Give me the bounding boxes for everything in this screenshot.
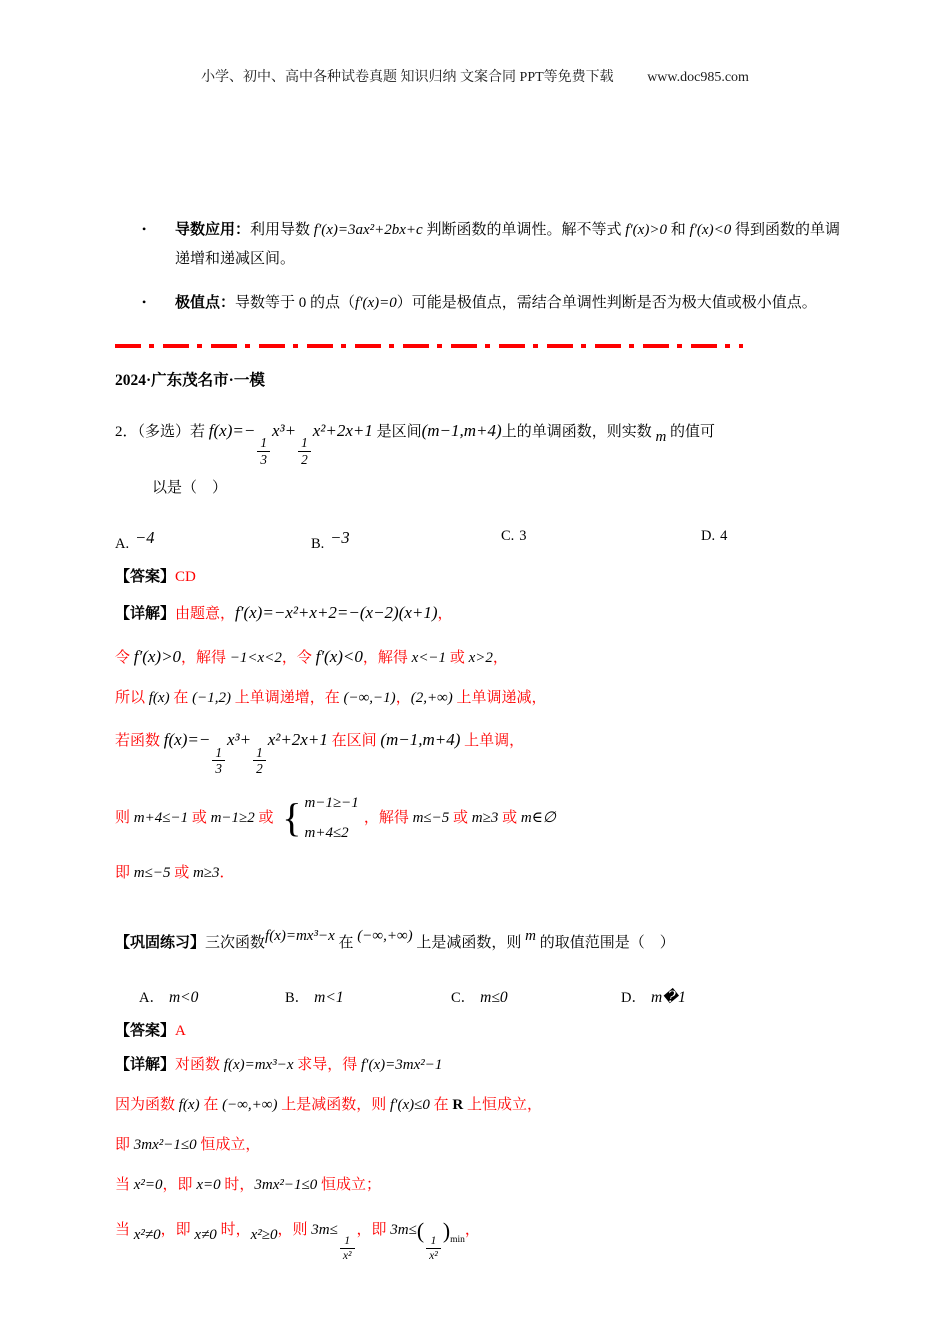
practice-stem (115, 921, 847, 958)
formula-part: f(x)=− (163, 730, 211, 750)
solution-text: 或 (449, 809, 472, 826)
note-extreme-points (115, 289, 847, 318)
math-expression: 3mx²−1≤0 (133, 1136, 197, 1153)
answer-value: CD (175, 568, 196, 585)
answer-label: 【答案】 (115, 568, 176, 585)
solution-text: 在 (199, 1096, 223, 1113)
variable-m: m (655, 428, 667, 445)
formula-part: x²+2x+1 (312, 420, 373, 440)
option-b-value: m<1 (314, 988, 344, 1006)
math-expression: f′(x)=3mx²−1 (361, 1056, 443, 1073)
solution-text: ，令 (281, 649, 316, 666)
practice-options (115, 986, 847, 1007)
fraction-numerator: 1 (430, 1234, 437, 1248)
formula-part: x³+ (226, 730, 252, 750)
option-a-label: A. (115, 535, 130, 552)
solution-line (115, 790, 847, 847)
math-expression: f′(x)≤0 (390, 1096, 430, 1113)
math-expression: m≤−5 (412, 809, 450, 826)
stem-segment: 上是减函数，则 (412, 934, 526, 951)
bullet-icon: • (142, 295, 147, 309)
option-d-value: 4 (720, 527, 728, 544)
math-expression: (2,+∞) (410, 690, 453, 707)
fraction-denominator: x² (340, 1248, 355, 1262)
left-paren: ( (416, 1218, 425, 1243)
fraction-denominator: 3 (212, 760, 225, 776)
solution-text: 上恒成立， (463, 1096, 542, 1113)
system-row: m+4≤2 (304, 824, 349, 841)
interval-expression: (−∞,+∞) (357, 927, 413, 944)
fraction (426, 1234, 441, 1262)
stem-segment: 在 (334, 934, 358, 951)
solution-text: ，即 (356, 1221, 391, 1238)
solution-text: 或 (254, 809, 278, 826)
math-expression: x²≥0 (250, 1226, 278, 1243)
option-c (501, 528, 701, 553)
solution-text: 由题意， (175, 605, 236, 622)
fraction (212, 745, 225, 777)
q2-solution (115, 598, 847, 887)
solution-line (115, 598, 847, 629)
variable-m: m (525, 927, 536, 944)
detail-label: 【详解】 (115, 1056, 176, 1073)
left-brace: { (282, 795, 302, 841)
solution-line (115, 1092, 847, 1119)
option-c-value: 3 (519, 527, 527, 544)
right-paren: ) (442, 1218, 451, 1243)
solution-text: 上单调递增，在 (230, 690, 344, 707)
function-formula: f(x)=mx³−x (265, 927, 335, 944)
function-formula (208, 420, 373, 467)
solution-text: 在 (429, 1096, 453, 1113)
option-a-value: −4 (135, 527, 155, 547)
math-expression: (−∞,+∞) (222, 1096, 278, 1113)
solution-line (115, 1052, 847, 1079)
solution-line (115, 1132, 847, 1159)
math-expression: f′(x)=3ax²+2bx+c (313, 222, 423, 238)
math-expression: m≤−5 (133, 864, 171, 881)
option-b-value: −3 (330, 527, 350, 547)
solution-text: 或 (446, 649, 469, 666)
solution-text: 时， (220, 1176, 255, 1193)
math-expression: 3mx²−1≤0 (254, 1176, 318, 1193)
math-expression: f′(x)=−x²+x+2=−(x−2)(x+1) (235, 602, 438, 622)
page-header (0, 66, 950, 86)
stem-segment: 的值可 (666, 423, 716, 440)
solution-text: 若函数 (115, 733, 164, 750)
solution-text: ， (437, 605, 453, 622)
fraction-numerator: 1 (215, 745, 222, 761)
exam-source-title: 2024·广东茂名市·一模 (115, 371, 265, 389)
question-number: 2． (115, 423, 138, 440)
solution-text: 求导，得 (293, 1056, 362, 1073)
option-a (139, 986, 285, 1007)
solution-text: 时， (216, 1221, 251, 1238)
solution-text: 上单调递减， (452, 690, 547, 707)
formula-part: x³+ (271, 420, 297, 440)
set-R-symbol: R (452, 1096, 464, 1113)
note-label: 极值点： (175, 295, 236, 311)
site-url: www.doc985.com (647, 70, 749, 85)
fraction (340, 1234, 355, 1262)
note-segment: 得到函数的单调递增和递减区间。 (175, 222, 840, 267)
practice-solution (115, 1052, 847, 1263)
math-expression: 3m≤ (390, 1221, 417, 1238)
fraction-numerator: 1 (344, 1234, 351, 1248)
math-expression: x>2 (468, 649, 493, 666)
option-c-label: C. (501, 527, 515, 544)
practice-block (115, 921, 847, 1263)
stem-segment: 以是（ ） (152, 479, 228, 496)
option-c-value: m≤0 (480, 988, 508, 1006)
math-expression: x²=0 (133, 1176, 163, 1193)
stem-segment: （多选）若 (137, 423, 209, 440)
option-a-value: m<0 (168, 988, 199, 1006)
solution-text: ，则 (277, 1221, 312, 1238)
fraction (253, 745, 266, 777)
solution-text: 在区间 (327, 733, 381, 750)
fraction-denominator: 2 (253, 760, 266, 776)
option-a (115, 528, 311, 553)
math-expression: x≠0 (194, 1226, 217, 1243)
math-expression: f′(x)>0 (133, 646, 182, 666)
solution-text: ，解得 (181, 649, 230, 666)
practice-label: 【巩固练习】 (115, 934, 206, 951)
solution-text: 即 (115, 864, 134, 881)
math-expression: x=0 (196, 1176, 221, 1193)
fraction-denominator: 2 (298, 451, 311, 467)
option-d-label: D. (701, 527, 716, 544)
function-formula (163, 730, 328, 777)
option-b-label: B. (311, 535, 325, 552)
option-c-label: C． (451, 989, 476, 1006)
note-text (175, 216, 847, 273)
math-expression: f′(x)<0 (315, 646, 363, 666)
option-b (285, 986, 451, 1007)
solution-text: 上单调， (460, 733, 525, 750)
solution-text: 上是减函数，则 (277, 1096, 390, 1113)
solution-text: 令 (115, 649, 134, 666)
bullet-icon: • (142, 222, 147, 236)
solution-text: ，解得 (362, 649, 412, 666)
fraction (257, 435, 270, 467)
practice-answer-line (115, 1019, 847, 1040)
solution-line (115, 642, 847, 673)
solution-text: 或 (188, 809, 211, 826)
fraction-numerator: 1 (260, 435, 267, 451)
solution-text: 在 (169, 690, 193, 707)
min-subscript: min (450, 1234, 465, 1245)
option-d (621, 986, 847, 1007)
solution-text: 则 (115, 809, 134, 826)
note-segment: 判断函数的单调性。解不等式 (422, 222, 626, 238)
option-d-value: m�1 (650, 988, 686, 1006)
math-expression: 3m≤ (311, 1221, 338, 1238)
math-expression: f′(x)>0 (625, 222, 667, 238)
answer-value: A (175, 1022, 186, 1039)
solution-text: ，解得 (363, 809, 413, 826)
note-label: 导数应用： (175, 222, 251, 238)
math-expression: (−∞,−1) (343, 690, 396, 707)
option-d-label: D． (621, 989, 646, 1006)
math-expression: m≥3 (471, 809, 499, 826)
option-c (451, 986, 621, 1007)
q2-options (115, 528, 847, 553)
note-segment: ）可能是极值点，需结合单调性判断是否为极大值或极小值点。 (396, 295, 817, 311)
solution-text: ， (395, 690, 411, 707)
fraction-denominator: 3 (257, 451, 270, 467)
formula-part: x²+2x+1 (267, 730, 328, 750)
solution-line (115, 725, 847, 776)
question-2-stem (115, 416, 847, 502)
solution-text: 因为函数 (115, 1096, 179, 1113)
fraction-numerator: 1 (301, 435, 308, 451)
solution-line (115, 1212, 847, 1263)
solution-text: ，即 (162, 1176, 197, 1193)
solution-text: 或 (498, 809, 521, 826)
math-expression: f(x) (148, 690, 170, 707)
fraction (298, 435, 311, 467)
math-expression: m−1≥2 (210, 809, 255, 826)
solution-text: 所以 (115, 690, 149, 707)
note-text (175, 289, 847, 318)
formula-part: f(x)=− (208, 420, 256, 440)
note-derivative-application (115, 216, 847, 273)
solution-text: 恒成立， (196, 1136, 261, 1153)
stem-segment: 的取值范围是（ ） (536, 934, 675, 951)
inequality-system (282, 790, 359, 847)
solution-line (115, 685, 847, 712)
solution-text: 对函数 (175, 1056, 224, 1073)
option-b (311, 528, 501, 553)
note-segment: 和 (666, 222, 690, 238)
solution-text: 当 (115, 1176, 134, 1193)
section-divider (115, 344, 743, 348)
stem-segment: 是区间 (372, 423, 422, 440)
math-expression: (−1,2) (192, 690, 231, 707)
option-a-label: A． (139, 989, 164, 1006)
solution-line (115, 860, 847, 887)
math-expression: f′(x)<0 (689, 222, 732, 238)
system-rows (305, 790, 359, 847)
system-row: m−1≥−1 (304, 794, 359, 811)
interval-expression: (m−1,m+4) (421, 420, 502, 440)
interval-expression: (m−1,m+4) (380, 730, 461, 750)
option-d (701, 528, 847, 553)
option-b-label: B． (285, 989, 310, 1006)
math-expression: f(x) (178, 1096, 200, 1113)
solution-text: ， (464, 1221, 480, 1238)
math-expression: m∈∅ (520, 809, 556, 826)
fraction-numerator: 1 (256, 745, 263, 761)
answer-label: 【答案】 (115, 1022, 176, 1039)
solution-text: ， (492, 649, 508, 666)
q2-answer-line (115, 565, 847, 586)
stem-segment: 三次函数 (205, 934, 266, 951)
solution-line (115, 1172, 847, 1199)
math-expression: m+4≤−1 (133, 809, 189, 826)
note-segment: 导数等于 0 的点（ (235, 295, 356, 311)
solution-text: 当 (115, 1221, 134, 1238)
stem-segment: 上的单调函数，则实数 (501, 423, 656, 440)
math-expression: x²≠0 (133, 1226, 161, 1243)
solution-text: 或 (170, 864, 193, 881)
solution-text: 恒成立； (317, 1176, 381, 1193)
math-expression: f(x)=mx³−x (223, 1056, 294, 1073)
math-expression: f′(x)=0 (355, 295, 397, 311)
header-text: 小学、初中、高中各种试卷真题 知识归纳 文案合同 PPT等免费下载 (201, 70, 614, 85)
solution-text: ． (219, 864, 235, 881)
math-expression: −1<x<2 (229, 649, 282, 666)
solution-text: 即 (115, 1136, 134, 1153)
math-expression: x<−1 (411, 649, 447, 666)
math-expression: m≥3 (192, 864, 220, 881)
detail-label: 【详解】 (115, 605, 176, 622)
fraction-denominator: x² (426, 1248, 441, 1262)
solution-text: ，即 (160, 1221, 195, 1238)
note-segment: 利用导数 (250, 222, 314, 238)
document-body (115, 216, 847, 1275)
